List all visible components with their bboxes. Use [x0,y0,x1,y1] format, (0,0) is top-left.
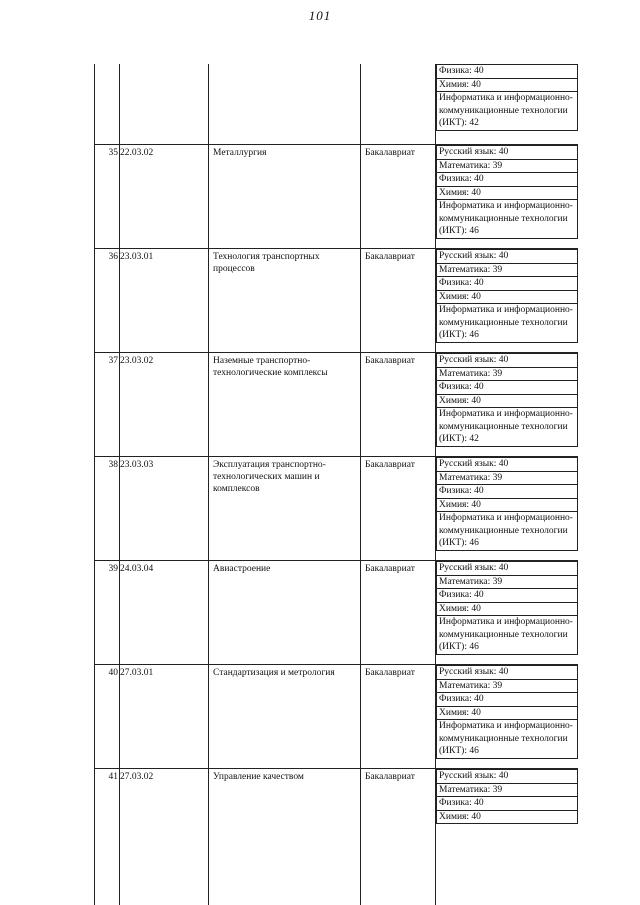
subject-list [436,561,578,655]
subject-score: Математика: 39 [436,159,578,173]
row-number: 35 [108,148,118,158]
program-code: 23.03.02 [120,356,154,366]
subject-score: Русский язык: 40 [436,561,578,575]
subject-score: Математика: 39 [436,263,578,277]
subject-list [436,64,578,131]
subject-score: Физика: 40 [436,380,578,394]
subject-score: Химия: 40 [436,78,578,92]
subject-score: Математика: 39 [436,471,578,485]
subject-score: Русский язык: 40 [436,145,578,159]
subject-score: Физика: 40 [436,796,578,810]
program-name: Наземные транспортно-технологические комплексы [213,356,328,378]
subject-score: Физика: 40 [436,64,578,78]
subject-score: Математика: 39 [436,575,578,589]
admission-table [94,64,578,879]
education-level: Бакалавриат [365,356,415,366]
table-row [94,353,578,457]
subject-score: Физика: 40 [436,276,578,290]
subject-score: Физика: 40 [436,484,578,498]
subject-score: Информатика и информационно-коммуникационные технологии (ИКТ): 46 [436,615,578,655]
subject-score: Химия: 40 [436,394,578,408]
table-row [94,665,578,769]
table-row [94,561,578,665]
program-name: Стандартизация и метрология [213,668,335,678]
subject-score: Русский язык: 40 [436,457,578,471]
education-level: Бакалавриат [365,252,415,262]
row-number: 39 [108,564,118,574]
table-row [94,457,578,561]
row-number: 37 [108,356,118,366]
subject-score: Русский язык: 40 [436,249,578,263]
subject-score: Русский язык: 40 [436,769,578,783]
subject-score: Русский язык: 40 [436,665,578,679]
table-row [94,145,578,249]
subject-score: Химия: 40 [436,186,578,200]
program-code: 24.03.04 [120,564,154,574]
subject-score: Математика: 39 [436,367,578,381]
subject-score: Математика: 39 [436,783,578,797]
subject-score: Информатика и информационно-коммуникационные технологии (ИКТ): 42 [436,407,578,447]
education-level: Бакалавриат [365,564,415,574]
table-row [94,64,578,145]
subject-score: Информатика и информационно-коммуникационные технологии (ИКТ): 42 [436,91,578,131]
table-row [94,249,578,353]
subject-score: Физика: 40 [436,172,578,186]
program-name: Авиастроение [213,564,271,574]
subject-score: Русский язык: 40 [436,353,578,367]
subject-score: Химия: 40 [436,706,578,720]
education-level: Бакалавриат [365,460,415,470]
subject-list [436,769,578,824]
program-code: 22.03.02 [120,148,154,158]
program-code: 27.03.01 [120,668,154,678]
subject-list [436,665,578,759]
row-number: 38 [108,460,118,470]
program-name: Эксплуатация транспортно-технологических машин и комплексов [213,460,326,494]
program-code: 27.03.02 [120,772,154,782]
subject-score: Информатика и информационно-коммуникационные технологии (ИКТ): 46 [436,303,578,343]
subject-score: Химия: 40 [436,498,578,512]
subject-list [436,457,578,551]
page-number: 101 [308,8,332,23]
subject-list [436,145,578,239]
subject-score: Химия: 40 [436,602,578,616]
subject-score: Информатика и информационно-коммуникационные технологии (ИКТ): 46 [436,199,578,239]
program-name: Управление качеством [213,772,304,782]
education-level: Бакалавриат [365,668,415,678]
row-number: 40 [108,668,118,678]
program-name: Металлургия [213,148,267,158]
table-row [94,769,578,879]
row-number: 41 [108,772,118,782]
row-number: 36 [108,252,118,262]
subject-list [436,353,578,447]
subject-score: Математика: 39 [436,679,578,693]
program-code: 23.03.03 [120,460,154,470]
education-level: Бакалавриат [365,772,415,782]
subject-score: Информатика и информационно-коммуникационные технологии (ИКТ): 46 [436,719,578,759]
program-code: 23.03.01 [120,252,154,262]
education-level: Бакалавриат [365,148,415,158]
program-name: Технология транспортных процессов [213,252,320,274]
subject-score: Химия: 40 [436,810,578,825]
subject-list [436,249,578,343]
subject-score: Химия: 40 [436,290,578,304]
subject-score: Физика: 40 [436,692,578,706]
subject-score: Физика: 40 [436,588,578,602]
subject-score: Информатика и информационно-коммуникационные технологии (ИКТ): 46 [436,511,578,551]
